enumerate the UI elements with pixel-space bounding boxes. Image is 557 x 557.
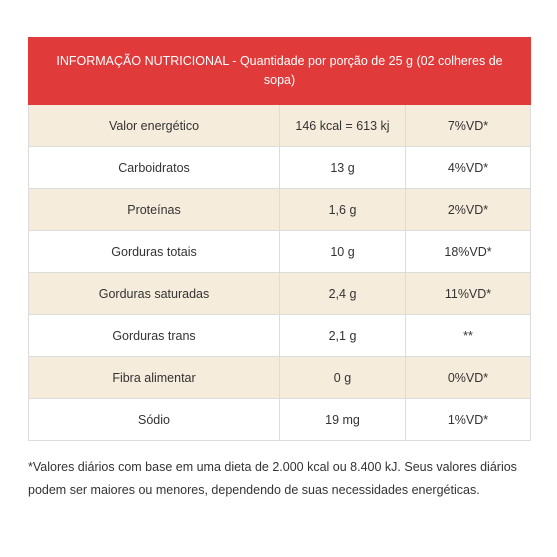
daily-value: 18%VD* — [406, 231, 531, 273]
table-row — [29, 189, 531, 231]
nutrient-name: Gorduras saturadas — [29, 273, 280, 315]
nutrient-name: Sódio — [29, 399, 280, 441]
nutrient-amount: 2,1 g — [280, 315, 406, 357]
footnote: *Valores diários com base em uma dieta de 2.000 kcal ou 8.400 kJ. Seus valores diários podem ser maiores ou menores, dependendo de suas necessidades energéticas. — [28, 460, 517, 497]
nutrient-name: Carboidratos — [29, 147, 280, 189]
table-header: INFORMAÇÃO NUTRICIONAL - Quantidade por porção de 25 g (02 colheres de sopa) — [29, 38, 531, 105]
nutrient-name: Gorduras totais — [29, 231, 280, 273]
nutrient-amount: 0 g — [280, 357, 406, 399]
nutrient-name: Fibra alimentar — [29, 357, 280, 399]
nutrient-amount: 2,4 g — [280, 273, 406, 315]
daily-value: 0%VD* — [406, 357, 531, 399]
nutrient-name: Proteínas — [29, 189, 280, 231]
nutrient-amount: 19 mg — [280, 399, 406, 441]
nutrient-amount: 146 kcal = 613 kj — [280, 105, 406, 147]
table-row — [29, 147, 531, 189]
nutrient-amount: 10 g — [280, 231, 406, 273]
daily-value: ** — [406, 315, 531, 357]
table-row — [29, 315, 531, 357]
table-header-row — [29, 38, 531, 105]
table-row — [29, 357, 531, 399]
daily-value: 4%VD* — [406, 147, 531, 189]
table-row — [29, 105, 531, 147]
nutrient-name: Valor energético — [29, 105, 280, 147]
daily-value: 7%VD* — [406, 105, 531, 147]
table-row — [29, 399, 531, 441]
daily-value: 2%VD* — [406, 189, 531, 231]
table-row — [29, 273, 531, 315]
nutrient-amount: 13 g — [280, 147, 406, 189]
nutrition-table — [28, 37, 531, 441]
daily-value: 1%VD* — [406, 399, 531, 441]
table-row — [29, 231, 531, 273]
nutrient-amount: 1,6 g — [280, 189, 406, 231]
nutrient-name: Gorduras trans — [29, 315, 280, 357]
daily-value: 11%VD* — [406, 273, 531, 315]
